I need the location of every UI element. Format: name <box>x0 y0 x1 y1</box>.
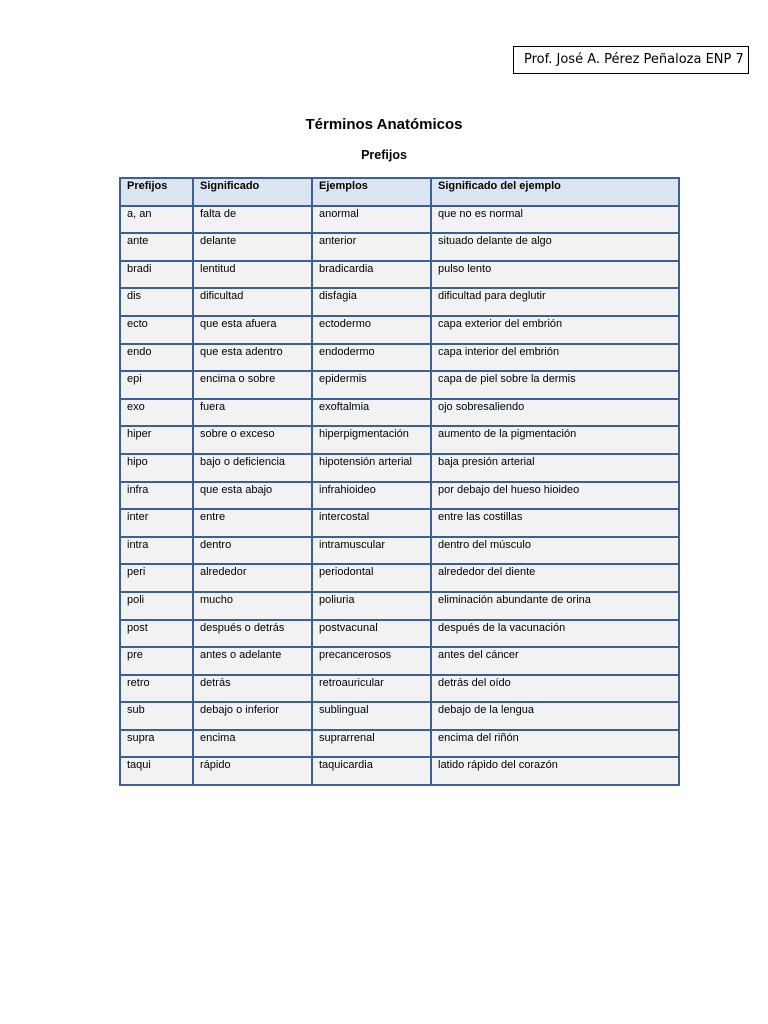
cell-ejemplo: infrahioideo <box>312 482 431 510</box>
table-row <box>120 647 679 675</box>
cell-significado: sobre o exceso <box>193 426 312 454</box>
cell-prefijo: post <box>120 620 193 648</box>
cell-significado-ejemplo: latido rápido del corazón <box>431 757 679 785</box>
cell-prefijo: hipo <box>120 454 193 482</box>
cell-significado-ejemplo: capa exterior del embrión <box>431 316 679 344</box>
cell-prefijo: exo <box>120 399 193 427</box>
cell-significado-ejemplo: entre las costillas <box>431 509 679 537</box>
cell-significado: que esta afuera <box>193 316 312 344</box>
cell-significado: entre <box>193 509 312 537</box>
cell-ejemplo: anormal <box>312 206 431 234</box>
cell-prefijo: infra <box>120 482 193 510</box>
table-row <box>120 206 679 234</box>
table-row <box>120 537 679 565</box>
cell-prefijo: intra <box>120 537 193 565</box>
column-header-significado: Significado <box>193 178 312 206</box>
author-name: Prof. José A. Pérez Peñaloza ENP 7 <box>524 52 744 67</box>
cell-ejemplo: bradicardia <box>312 261 431 289</box>
cell-ejemplo: intramuscular <box>312 537 431 565</box>
cell-prefijo: dis <box>120 288 193 316</box>
cell-ejemplo: sublingual <box>312 702 431 730</box>
table-row <box>120 399 679 427</box>
cell-significado-ejemplo: antes del cáncer <box>431 647 679 675</box>
table-row <box>120 509 679 537</box>
cell-ejemplo: disfagia <box>312 288 431 316</box>
cell-ejemplo: intercostal <box>312 509 431 537</box>
cell-significado-ejemplo: pulso lento <box>431 261 679 289</box>
cell-significado: fuera <box>193 399 312 427</box>
cell-prefijo: epi <box>120 371 193 399</box>
cell-significado: que esta abajo <box>193 482 312 510</box>
cell-significado-ejemplo: por debajo del hueso hioideo <box>431 482 679 510</box>
cell-prefijo: hiper <box>120 426 193 454</box>
cell-significado: mucho <box>193 592 312 620</box>
cell-significado: dentro <box>193 537 312 565</box>
table-row <box>120 261 679 289</box>
cell-prefijo: retro <box>120 675 193 703</box>
table-row <box>120 675 679 703</box>
cell-significado: antes o adelante <box>193 647 312 675</box>
cell-ejemplo: epidermis <box>312 371 431 399</box>
cell-significado: lentitud <box>193 261 312 289</box>
cell-ejemplo: anterior <box>312 233 431 261</box>
cell-prefijo: supra <box>120 730 193 758</box>
cell-significado-ejemplo: dificultad para deglutir <box>431 288 679 316</box>
cell-ejemplo: hipotensión arterial <box>312 454 431 482</box>
cell-ejemplo: poliuria <box>312 592 431 620</box>
cell-significado-ejemplo: capa interior del embrión <box>431 344 679 372</box>
cell-significado-ejemplo: ojo sobresaliendo <box>431 399 679 427</box>
table-row <box>120 316 679 344</box>
cell-significado-ejemplo: detrás del oído <box>431 675 679 703</box>
cell-prefijo: pre <box>120 647 193 675</box>
cell-significado-ejemplo: capa de piel sobre la dermis <box>431 371 679 399</box>
table-row <box>120 730 679 758</box>
cell-significado-ejemplo: encima del riñón <box>431 730 679 758</box>
cell-ejemplo: hiperpigmentación <box>312 426 431 454</box>
cell-significado: rápido <box>193 757 312 785</box>
cell-prefijo: ecto <box>120 316 193 344</box>
column-header-prefijos: Prefijos <box>120 178 193 206</box>
cell-ejemplo: precancerosos <box>312 647 431 675</box>
cell-prefijo: endo <box>120 344 193 372</box>
cell-prefijo: inter <box>120 509 193 537</box>
cell-significado: dificultad <box>193 288 312 316</box>
cell-ejemplo: taquicardia <box>312 757 431 785</box>
cell-significado: alrededor <box>193 564 312 592</box>
cell-ejemplo: endodermo <box>312 344 431 372</box>
table-header-row <box>120 178 679 206</box>
cell-ejemplo: retroauricular <box>312 675 431 703</box>
cell-significado-ejemplo: después de la vacunación <box>431 620 679 648</box>
cell-significado-ejemplo: aumento de la pigmentación <box>431 426 679 454</box>
cell-significado: que esta adentro <box>193 344 312 372</box>
cell-ejemplo: postvacunal <box>312 620 431 648</box>
cell-significado-ejemplo: situado delante de algo <box>431 233 679 261</box>
table-body <box>120 206 679 785</box>
cell-significado: detrás <box>193 675 312 703</box>
cell-significado-ejemplo: debajo de la lengua <box>431 702 679 730</box>
cell-significado: debajo o inferior <box>193 702 312 730</box>
cell-prefijo: sub <box>120 702 193 730</box>
cell-prefijo: ante <box>120 233 193 261</box>
table-row <box>120 564 679 592</box>
cell-prefijo: bradi <box>120 261 193 289</box>
cell-significado: después o detrás <box>193 620 312 648</box>
cell-significado-ejemplo: dentro del músculo <box>431 537 679 565</box>
cell-ejemplo: exoftalmia <box>312 399 431 427</box>
table-row <box>120 344 679 372</box>
cell-ejemplo: ectodermo <box>312 316 431 344</box>
table-row <box>120 592 679 620</box>
cell-ejemplo: periodontal <box>312 564 431 592</box>
cell-significado: falta de <box>193 206 312 234</box>
cell-significado: bajo o deficiencia <box>193 454 312 482</box>
table-row <box>120 233 679 261</box>
table-row <box>120 757 679 785</box>
column-header-significado-ejemplo: Significado del ejemplo <box>431 178 679 206</box>
cell-significado: encima o sobre <box>193 371 312 399</box>
cell-significado-ejemplo: que no es normal <box>431 206 679 234</box>
column-header-ejemplos: Ejemplos <box>312 178 431 206</box>
cell-ejemplo: suprarrenal <box>312 730 431 758</box>
table-row <box>120 288 679 316</box>
cell-significado-ejemplo: alrededor del diente <box>431 564 679 592</box>
table-row <box>120 426 679 454</box>
cell-prefijo: poli <box>120 592 193 620</box>
cell-significado-ejemplo: baja presión arterial <box>431 454 679 482</box>
table-row <box>120 371 679 399</box>
cell-prefijo: a, an <box>120 206 193 234</box>
table-row <box>120 620 679 648</box>
table-row <box>120 454 679 482</box>
author-box <box>513 46 749 74</box>
page-title: Términos Anatómicos <box>305 116 463 133</box>
cell-prefijo: peri <box>120 564 193 592</box>
cell-prefijo: taqui <box>120 757 193 785</box>
prefix-table <box>119 177 680 786</box>
table-row <box>120 482 679 510</box>
cell-significado: encima <box>193 730 312 758</box>
cell-significado-ejemplo: eliminación abundante de orina <box>431 592 679 620</box>
cell-significado: delante <box>193 233 312 261</box>
section-title: Prefijos <box>361 148 407 162</box>
table-row <box>120 702 679 730</box>
